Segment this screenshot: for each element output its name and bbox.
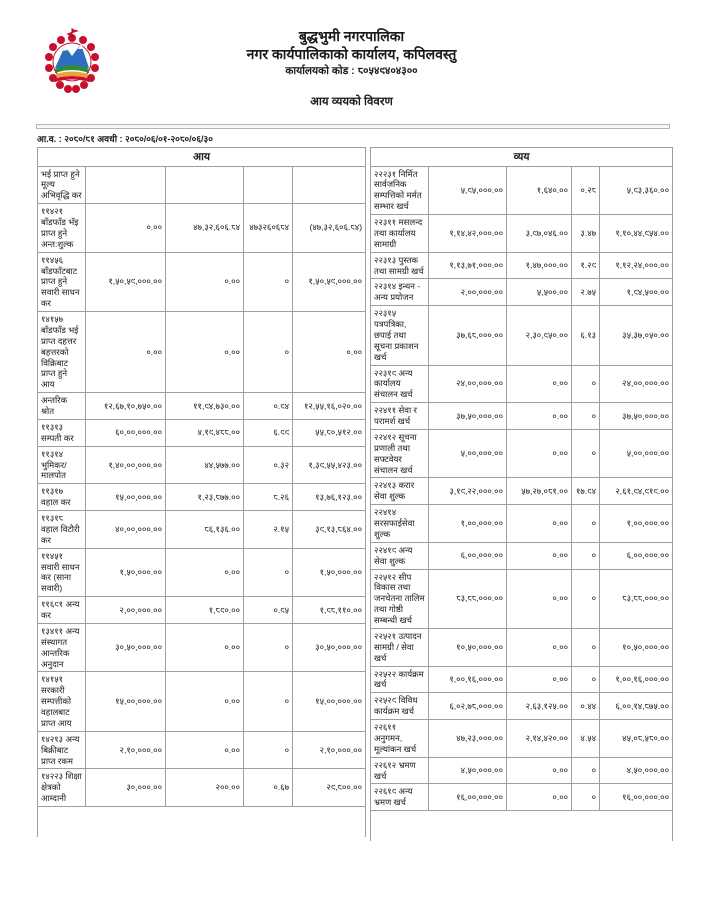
table-row [371, 306, 673, 365]
percent-cell: ०.६७ [244, 769, 293, 807]
amount-cell-2: ०.०० [507, 784, 572, 811]
income-section-header: आय [38, 147, 366, 166]
amount-cell-3: ०.०० [293, 312, 366, 393]
percent-cell: ० [244, 731, 293, 769]
amount-cell-2: ०.०० [507, 757, 572, 784]
table-row [371, 429, 673, 478]
table-row [371, 784, 673, 811]
amount-cell-1: २४,००,०००.०० [429, 365, 507, 403]
flag-icon [66, 28, 79, 38]
percent-cell: ० [572, 365, 600, 403]
amount-cell-3: १,९८,११०.०० [293, 597, 366, 624]
amount-cell-2: ०.०० [507, 403, 572, 430]
amount-cell-2: ५,५००.०० [507, 279, 572, 306]
row-description: २२५२१ उत्पादन सामग्री / सेवा खर्च [371, 628, 429, 666]
percent-cell: ० [572, 542, 600, 569]
amount-cell-2: ०.०० [507, 365, 572, 403]
row-description: २२५१२ सीप विकास तथा जनचेतना तालिम तथा गोष्ठी सम्बन्धी खर्च [371, 569, 429, 628]
row-description: २२३१३ पुस्तक तथा सामग्री खर्च [371, 252, 429, 279]
row-description: २२५२९ विविध कार्यक्रम खर्च [371, 693, 429, 720]
amount-cell-3: १,९४,५००.०० [600, 279, 673, 306]
row-description: ११३१३ सम्पती कर [38, 419, 86, 446]
amount-cell-1: ३७,६८,०००.०० [429, 306, 507, 365]
amount-cell-1: १,१३,७१,०००.०० [429, 252, 507, 279]
row-description: २२२३१ निर्मित सार्वजनिक सम्पत्तिको मर्मत सम्भार खर्च [371, 166, 429, 215]
percent-cell: ० [244, 252, 293, 311]
table-row [38, 731, 366, 769]
municipality-name: बुद्धभुमी नगरपालिका [298, 28, 405, 44]
amount-cell-1: ३०,५०,०००.०० [86, 623, 166, 672]
row-description: २२३१९ अन्य कार्यालय संचालन खर्च [371, 365, 429, 403]
amount-cell-3: १,००,०००.०० [600, 505, 673, 543]
percent-cell: ० [244, 623, 293, 672]
amount-cell-3: १२,५५,१६,०२०.०० [293, 393, 366, 420]
expense-table [370, 147, 673, 812]
amount-cell-3: २,१०,०००.०० [293, 731, 366, 769]
row-description: ११४२१ बाँडफाँड भॅइ प्राप्त हुने अन्त:शुल्क [38, 204, 86, 253]
amount-cell-2: ०.०० [507, 569, 572, 628]
row-description: १४२१३ अन्य बिक्रीबाट प्राप्त रकम [38, 731, 86, 769]
row-description: २२६११ अनुगमन, मूल्यांकन खर्च [371, 720, 429, 758]
income-expense-tables [37, 147, 670, 842]
amount-cell-3: १०,५०,०००.०० [600, 628, 673, 666]
table-row [38, 623, 366, 672]
table-row [371, 403, 673, 430]
table-row [371, 365, 673, 403]
amount-cell-1: ४,५०,०००.०० [429, 757, 507, 784]
amount-cell-1: १,००,०००.०० [429, 505, 507, 543]
table-row [38, 166, 366, 204]
amount-cell-3: ५५,८०,५१२.०० [293, 419, 366, 446]
row-description: १४१५१ सरकारी सम्पत्तीको वहालबाट प्राप्त आय [38, 672, 86, 731]
percent-cell: ०.३२ [244, 446, 293, 484]
table-row [371, 720, 673, 758]
amount-cell-1: ४०,००,०००.०० [86, 511, 166, 549]
office-code: कार्यालयको कोड : ८०५४९४०४३०० [285, 65, 418, 77]
amount-cell-3: ३०,५०,०००.०० [293, 623, 366, 672]
percent-cell: ० [244, 312, 293, 393]
percent-cell: ० [572, 569, 600, 628]
amount-cell-3: ३७,५०,०००.०० [600, 403, 673, 430]
table-row [38, 446, 366, 484]
row-description: ११३१७ वहाल कर [38, 484, 86, 511]
report-header [0, 28, 703, 110]
table-row [371, 693, 673, 720]
row-description: २२४१९ अन्य सेवा शुल्क [371, 542, 429, 569]
table-row [371, 279, 673, 306]
percent-cell: ३.४७ [572, 215, 600, 253]
amount-cell-1: १,५०,०००.०० [86, 548, 166, 597]
percent-cell: ०.९४ [244, 393, 293, 420]
row-description: २२४१३ करार सेवा शुल्क [371, 478, 429, 505]
amount-cell-1: १,५०,५९,०००.०० [86, 252, 166, 311]
percent-cell: २.१५ [244, 511, 293, 549]
amount-cell-1: ०.०० [86, 204, 166, 253]
amount-cell-1: ५,००,०००.०० [429, 429, 507, 478]
amount-cell-3: १,१२,२४,०००.०० [600, 252, 673, 279]
percent-cell: ० [572, 505, 600, 543]
income-section [37, 147, 366, 838]
amount-cell-1: १,००,१६,०००.०० [429, 666, 507, 693]
row-description: १३४११ अन्य संस्थागत आन्तरिक अनुदान [38, 623, 86, 672]
row-description: १४१५७ बाँडफाँड भई प्राप्त दहत्तर बहत्तरको विक्रिबाट प्राप्त हुने आय [38, 312, 86, 393]
table-row [371, 505, 673, 543]
amount-cell-1: १२,६७,१०,७५०.०० [86, 393, 166, 420]
horizontal-rule [36, 124, 670, 129]
amount-cell-2: २,१४,४२०.०० [507, 720, 572, 758]
amount-cell-1: ६,००,०००.०० [429, 542, 507, 569]
amount-cell-2: ०.०० [507, 628, 572, 666]
table-row [38, 511, 366, 549]
amount-cell-1: २,००,०००.०० [86, 597, 166, 624]
amount-cell-3: ४५,०८,५८०.०० [600, 720, 673, 758]
amount-cell-1: १,१४,४२,०००.०० [429, 215, 507, 253]
amount-cell-3: १३,७६,१२३.०० [293, 484, 366, 511]
amount-cell-3: ८३,८८,०००.०० [600, 569, 673, 628]
amount-cell-2: ४४,५७७.०० [166, 446, 244, 484]
percent-cell: ० [572, 784, 600, 811]
income-table [37, 147, 366, 808]
percent-cell [244, 166, 293, 204]
amount-cell-3: २४,००,०००.०० [600, 365, 673, 403]
percent-cell: ४७३२६०६८४ [244, 204, 293, 253]
percent-cell: ० [572, 429, 600, 478]
row-description: ११४५१ सवारी साधन कर (साना सवारी) [38, 548, 86, 597]
table-row [371, 569, 673, 628]
amount-cell-2: ५७,२७,०८१.०० [507, 478, 572, 505]
percent-cell: ०.४४ [572, 693, 600, 720]
row-description: भई प्राप्त हुने मूल्य अभिवृद्धि कर [38, 166, 86, 204]
percent-cell: ० [572, 666, 600, 693]
amount-cell-2: ३,९७,०४६.०० [507, 215, 572, 253]
amount-cell-2: ४,१९,४८८.०० [166, 419, 244, 446]
row-description: २२४१२ सूचना प्रणाली तथा सफ्टवेयर संचालन खर्च [371, 429, 429, 478]
amount-cell-3: ६,००,१४,८७५.०० [600, 693, 673, 720]
row-description: २२४११ सेवा र परामर्श खर्च [371, 403, 429, 430]
amount-cell-2: २००.०० [166, 769, 244, 807]
amount-cell-3: १,१०,४४,९५४.०० [600, 215, 673, 253]
amount-cell-3: १,५०,५९,०००.०० [293, 252, 366, 311]
row-description: २२३११ मसलन्द तथा कार्यालय सामाग्री [371, 215, 429, 253]
table-row [371, 478, 673, 505]
percent-cell: ० [572, 628, 600, 666]
amount-cell-1: ८३,८८,०००.०० [429, 569, 507, 628]
amount-cell-2: ०.०० [166, 731, 244, 769]
expense-section-header: व्यय [371, 147, 673, 166]
row-description: २२६१९ अन्य भ्रमण खर्च [371, 784, 429, 811]
amount-cell-2: १,२३,८७७.०० [166, 484, 244, 511]
percent-cell: ०.९५ [244, 597, 293, 624]
amount-cell-1: २,००,०००.०० [429, 279, 507, 306]
table-row [371, 666, 673, 693]
expense-section [370, 147, 673, 842]
expense-table-body [371, 166, 673, 811]
amount-cell-1: ६०,००,०००.०० [86, 419, 166, 446]
percent-cell: १७.९४ [572, 478, 600, 505]
amount-cell-1: ६,०२,७८,०००.०० [429, 693, 507, 720]
amount-cell-3: १,५०,०००.०० [293, 548, 366, 597]
table-row [38, 484, 366, 511]
amount-cell-2: २,३०,९५०.०० [507, 306, 572, 365]
amount-cell-3: १६,००,०००.०० [600, 784, 673, 811]
amount-cell-3: ५,००,०००.०० [600, 429, 673, 478]
row-description: २२३१५ पत्रपत्रिका, छपाई तथा सूचना प्रकाशन खर्च [371, 306, 429, 365]
amount-cell-3: १,००,१६,०००.०० [600, 666, 673, 693]
amount-cell-3: १५,००,०००.०० [293, 672, 366, 731]
table-row [38, 393, 366, 420]
amount-cell-3: ३५,३७,०५०.०० [600, 306, 673, 365]
percent-cell: ६.१३ [572, 306, 600, 365]
income-table-continuation [37, 807, 366, 837]
table-row [38, 769, 366, 807]
amount-cell-3: २,६१,९४,९१९.०० [600, 478, 673, 505]
percent-cell: ६.९९ [244, 419, 293, 446]
amount-cell-2: ८६,१३६.०० [166, 511, 244, 549]
amount-cell-1: ४७,२३,०००.०० [429, 720, 507, 758]
table-row [38, 312, 366, 393]
income-table-body [38, 166, 366, 807]
amount-cell-2: ०.०० [166, 672, 244, 731]
amount-cell-1 [86, 166, 166, 204]
percent-cell: ० [572, 757, 600, 784]
amount-cell-2: ०.०० [166, 548, 244, 597]
table-row [371, 252, 673, 279]
row-description: ११४५६ बाँडफाँटबाट प्राप्त हुने सवारी साधन कर [38, 252, 86, 311]
table-row [371, 628, 673, 666]
amount-cell-3: १,३९,५५,४२३.०० [293, 446, 366, 484]
amount-cell-1: १,४०,००,०००.०० [86, 446, 166, 484]
amount-cell-1: ०.०० [86, 312, 166, 393]
amount-cell-2: १,६४०.०० [507, 166, 572, 215]
amount-cell-3: (४७,३२,६०६.८४) [293, 204, 366, 253]
amount-cell-2: ०.०० [166, 252, 244, 311]
amount-cell-1: ३७,५०,०००.०० [429, 403, 507, 430]
percent-cell: ० [244, 548, 293, 597]
amount-cell-1: १६,००,०००.०० [429, 784, 507, 811]
amount-cell-2: ११,९४,७३०.०० [166, 393, 244, 420]
amount-cell-3: ६,००,०००.०० [600, 542, 673, 569]
amount-cell-1: ३,१९,२२,०००.०० [429, 478, 507, 505]
table-row [38, 548, 366, 597]
amount-cell-2: १,८९०.०० [166, 597, 244, 624]
percent-cell: ० [572, 403, 600, 430]
amount-cell-1: २,१०,०००.०० [86, 731, 166, 769]
amount-cell-3: ४,५०,०००.०० [600, 757, 673, 784]
row-description: अन्तरिक श्रोत [38, 393, 86, 420]
amount-cell-1: ५,९५,०००.०० [429, 166, 507, 215]
amount-cell-2: ०.०० [507, 666, 572, 693]
percent-cell: ४.५४ [572, 720, 600, 758]
amount-cell-3: ३९,१३,८६४.०० [293, 511, 366, 549]
percent-cell: २.७५ [572, 279, 600, 306]
amount-cell-2: ०.०० [166, 312, 244, 393]
municipality-logo-icon [41, 28, 103, 102]
amount-cell-2: २,६३,१२५.०० [507, 693, 572, 720]
row-description: २२४१४ सरसफाईसेवा शुल्क [371, 505, 429, 543]
amount-cell-2: ०.०० [507, 542, 572, 569]
expense-table-continuation [370, 811, 673, 841]
amount-cell-2: ०.०० [507, 505, 572, 543]
office-name: नगर कार्यपालिकाको कार्यालय, कपिलवस्तु [246, 45, 457, 62]
row-description: ११३१४ भुमिकर/मालपोत [38, 446, 86, 484]
percent-cell: ० [244, 672, 293, 731]
table-row [38, 204, 366, 253]
percent-cell: १.२९ [572, 252, 600, 279]
row-description: २२६१२ भ्रमण खर्च [371, 757, 429, 784]
page-title: आय व्ययको विवरण [310, 96, 393, 109]
table-row [371, 215, 673, 253]
amount-cell-2: ०.०० [166, 623, 244, 672]
amount-cell-2: ०.०० [507, 429, 572, 478]
amount-cell-1: १५,००,०००.०० [86, 484, 166, 511]
row-description: १४२२३ शिक्षा क्षेत्रको आम्दानी [38, 769, 86, 807]
amount-cell-2 [166, 166, 244, 204]
table-row [38, 419, 366, 446]
percent-cell: ८.२६ [244, 484, 293, 511]
row-description: २२३१४ इन्धन - अन्य प्रयोजन [371, 279, 429, 306]
row-description: २२५२२ कार्यक्रम खर्च [371, 666, 429, 693]
amount-cell-2: ४७,३२,६०६.८४ [166, 204, 244, 253]
table-row [371, 166, 673, 215]
table-row [38, 597, 366, 624]
fiscal-period: आ.व. : २०८०/८१ अवधी : २०८०/०६/०१-२०८०/०६/३० [37, 133, 213, 144]
amount-cell-3: ५,९३,३६०.०० [600, 166, 673, 215]
row-description: ११६९१ अन्य कर [38, 597, 86, 624]
amount-cell-2: १,४७,०००.०० [507, 252, 572, 279]
amount-cell-1: १५,००,०००.०० [86, 672, 166, 731]
amount-cell-3: २९,८००.०० [293, 769, 366, 807]
row-description: ११३१८ वहाल विटौरी कर [38, 511, 86, 549]
amount-cell-3 [293, 166, 366, 204]
amount-cell-1: १०,५०,०००.०० [429, 628, 507, 666]
table-row [371, 757, 673, 784]
table-row [38, 672, 366, 731]
table-row [38, 252, 366, 311]
table-row [371, 542, 673, 569]
percent-cell: ०.२८ [572, 166, 600, 215]
amount-cell-1: ३०,०००.०० [86, 769, 166, 807]
